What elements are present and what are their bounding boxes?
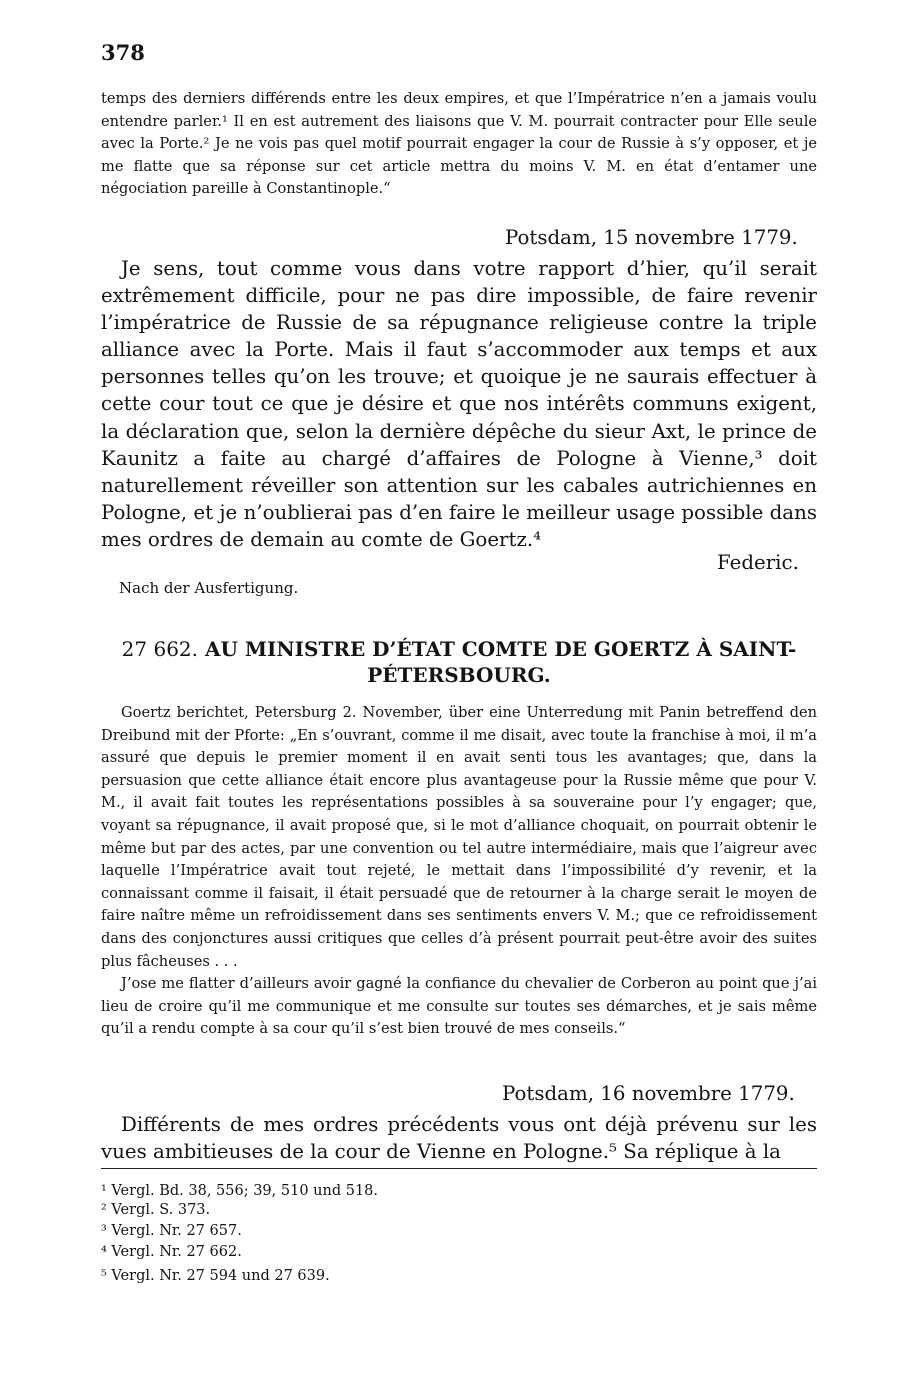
- letter-1-body: [101, 255, 817, 553]
- footnote-5: ⁵ Vergl. Nr. 27 594 und 27 639.: [101, 1268, 330, 1284]
- dateline-2: Potsdam, 16 novembre 1779.: [502, 1082, 795, 1105]
- source-note: Nach der Ausfertigung.: [119, 579, 299, 597]
- footnote-2: ² Vergl. S. 373.: [101, 1202, 211, 1218]
- letter-2-text: Différents de mes ordres précédents vous ont déjà prévenu sur les vues ambitieuses de la cour de Vienne en Pologne.⁵ Sa réplique à la: [101, 1113, 817, 1164]
- summary: [101, 702, 817, 1041]
- section-heading: [101, 636, 817, 688]
- letter-1-text: Je sens, tout comme vous dans votre rapport d’hier, qu’il serait extrêmement difficile, pour ne pas dire impossible, de faire revenir l’impératrice de Russie de sa répugnance religieuse contre la triple alliance avec la Porte. Mais il faut s’accommoder aux temps et aux personnes telles qu’on les trouve; et quoique je ne saurais effectuer à cette cour tout ce que je désire et que nos intérêts communs exigent, la déclaration que, selon la dernière dépêche du sieur Axt, le prince de Kaunitz a faite au chargé d’affaires de Pologne à Vienne,³ doit naturellement réveiller son attention sur les cabales autrichiennes en Pologne, et je n’oublierai pas d’en faire le meilleur usage possible dans mes ordres de demain au comte de Goertz.⁴: [101, 257, 817, 551]
- page-number: 378: [101, 40, 145, 65]
- footnote-rule: [101, 1168, 817, 1169]
- dateline-1: Potsdam, 15 novembre 1779.: [505, 226, 798, 249]
- section-number: 27 662.: [121, 637, 198, 661]
- footnote-4: ⁴ Vergl. Nr. 27 662.: [101, 1244, 242, 1260]
- section-title: AU MINISTRE D’ÉTAT COMTE DE GOERTZ À SAINT-PÉTERSBOURG.: [204, 637, 797, 687]
- letter-2-body: [101, 1111, 817, 1165]
- signature: Federic.: [717, 551, 799, 574]
- footnote-1: ¹ Vergl. Bd. 38, 556; 39, 510 und 518.: [101, 1183, 379, 1199]
- summary-paragraph-2: J’ose me flatter d’ailleurs avoir gagné la confiance du chevalier de Corberon au point que j’ai lieu de croire qu’il me communique et me consulte sur toutes ses démarches, et je sais même qu’il a rendu compte à sa cour qu’il s’est bien trouvé de mes conseils.“: [101, 975, 817, 1038]
- top-quote: temps des derniers différends entre les deux empires, et que l’Impératrice n’en a jamais voulu entendre parler.¹ Il en est autrement des liaisons que V. M. pourrait contracter pour Elle seule avec la Porte.² Je ne vois pas quel motif pourrait engager la cour de Russie à s’y opposer, et je me flatte que sa réponse sur cet article mettra du moins V. M. en état d’entamer une négociation pareille à Constantinople.“: [101, 90, 817, 198]
- footnote-3: ³ Vergl. Nr. 27 657.: [101, 1223, 242, 1239]
- summary-paragraph-1: Goertz berichtet, Petersburg 2. November, über eine Unterredung mit Panin betreffend den Dreibund mit der Pforte: „En s’ouvrant, comme il me disait, avec toute la franchise à moi, il m’a assuré que depuis le premier moment il en avait senti tous les avantages; que, dans la persuasion que cette alliance était encore plus avantageuse pour la Russie même que pour V. M., il avait fait toutes les représentations possibles à sa souveraine pour l’y engager; que, voyant sa répugnance, il avait proposé que, si le mot d’alliance choquait, on pourrait obtenir le même but par des actes, par une convention ou tel autre intermédiaire, mais que l’aigreur avec laquelle l’Impératrice avait tout rejeté, le mettait dans l’impossibilité d’y revenir, et la connaissant comme il faisait, il était persuadé que de retourner à la charge serait le moyen de faire naître même un refroidissement dans ses sentiments envers V. M.; que ce refroidissement dans des conjonctures aussi critiques que celles d’à présent pourrait peut-être avoir des suites plus fâcheuses . . .: [101, 704, 817, 970]
